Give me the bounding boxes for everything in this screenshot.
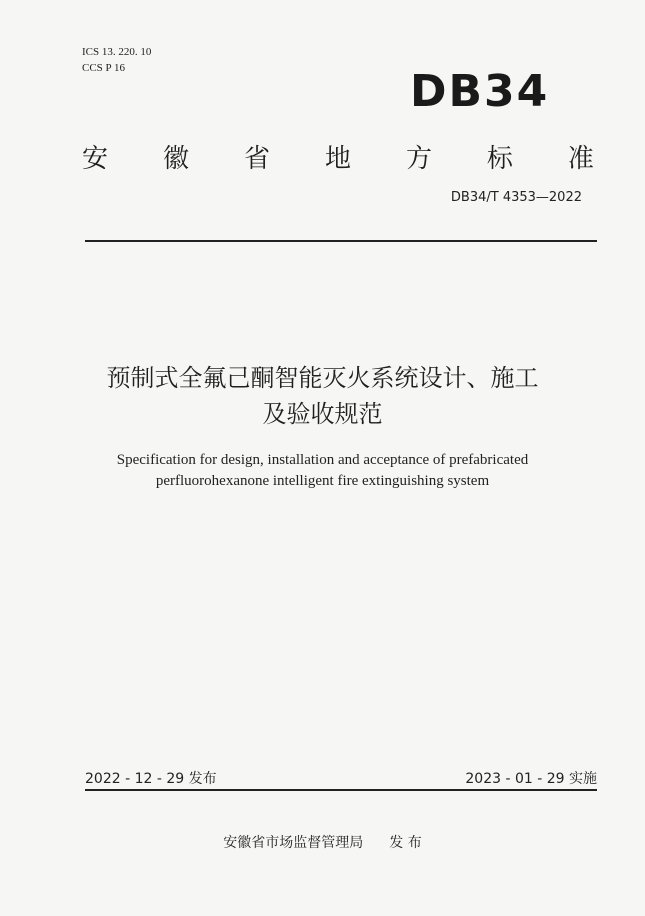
date-row — [85, 768, 597, 788]
publisher-name: 安徽省市场监督管理局 — [223, 835, 364, 851]
category-char: 安 — [82, 144, 109, 174]
publisher-line — [60, 832, 585, 852]
implementation-date: 2023 - 01 - 29 实施 — [465, 771, 597, 787]
footer-divider — [85, 789, 597, 791]
category-char: 准 — [567, 144, 594, 174]
publish-word: 发 布 — [389, 835, 422, 851]
issue-date: 2022 - 12 - 29 发布 — [85, 771, 217, 787]
ccs-code: CCS P 16 — [82, 62, 126, 74]
classification-codes — [82, 44, 151, 76]
chinese-title-line: 及验收规范 — [262, 400, 383, 428]
category-char: 徽 — [162, 144, 189, 174]
chinese-title-line: 预制式全氟己酮智能灭火系统设计、施工 — [106, 364, 539, 392]
category-char: 标 — [486, 144, 513, 174]
standard-category-title — [82, 138, 594, 175]
english-title-line: Specification for design, installation and acceptance of prefabricated — [116, 452, 529, 468]
english-title-line: perfluorohexanone intelligent fire extinguishing system — [155, 473, 490, 489]
header-divider — [85, 240, 597, 242]
standard-number: DB34/T 4353—2022 — [450, 190, 582, 205]
ics-code: ICS 13. 220. 10 — [82, 46, 152, 58]
english-title — [60, 450, 585, 492]
db34-logo: DB34 — [410, 66, 550, 117]
category-char: 地 — [324, 144, 351, 174]
category-char: 方 — [405, 144, 432, 174]
category-char: 省 — [243, 144, 270, 174]
chinese-title — [60, 360, 585, 432]
